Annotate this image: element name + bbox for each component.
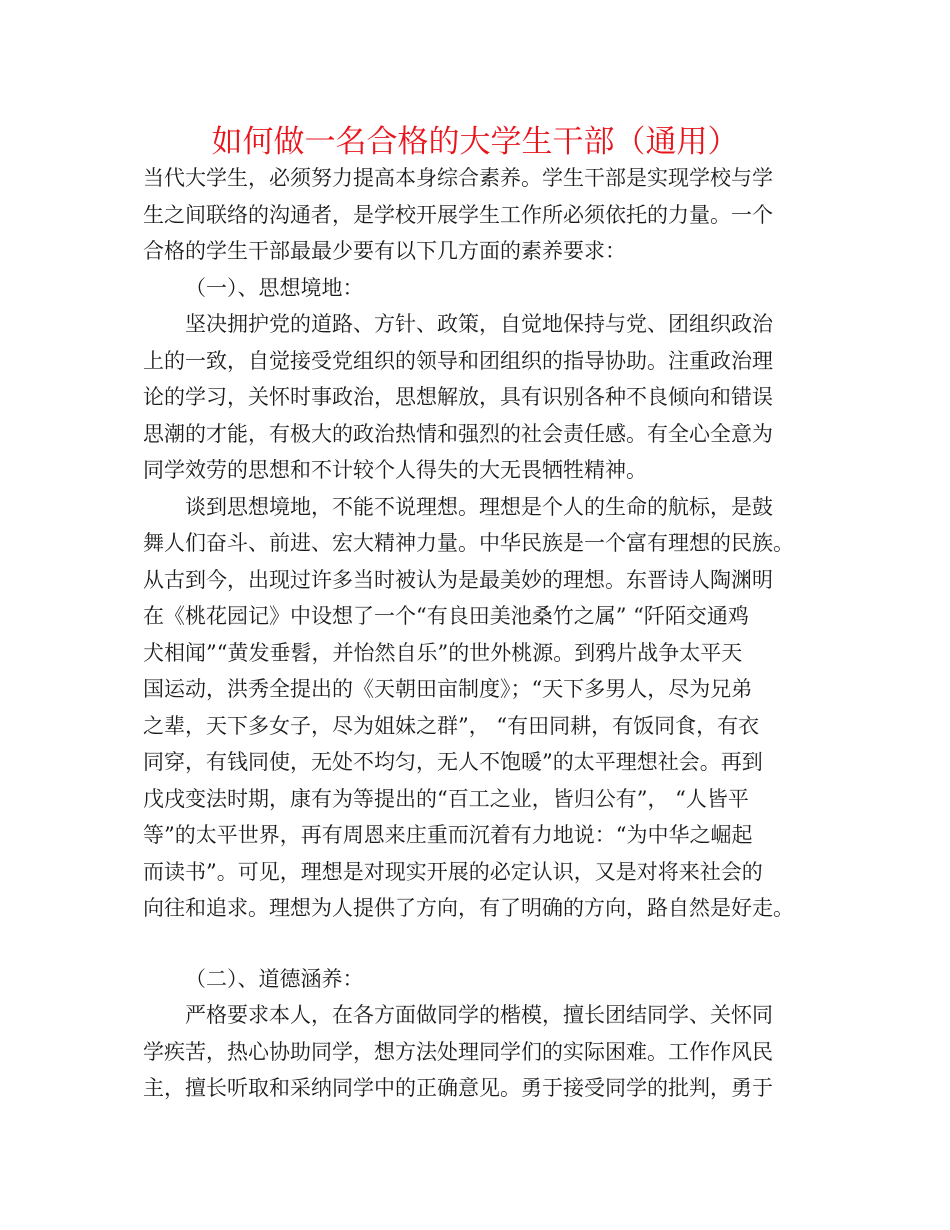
paragraph-line: 学疾苦，热心协助同学，想方法处理同学们的实际困难。工作作风民 <box>143 1039 773 1064</box>
paragraph-line: 之辈，天下多女子，尽为姐妹之群”， “有田同耕，有饭同食，有衣 <box>143 713 760 738</box>
paragraph-line: 等”的太平世界，再有周恩来庄重而沉着有力地说：“为中华之崛起 <box>143 823 753 847</box>
paragraph-line: 而读书”。可见，理想是对现实开展的必定认识，又是对将来社会的 <box>143 859 763 884</box>
paragraph-line: 当代大学生，必须努力提高本身综合素养。学生干部是实现学校与学 <box>143 166 773 190</box>
paragraph-line: 向往和追求。理想为人提供了方向，有了明确的方向，路自然是好走。 <box>143 896 794 920</box>
paragraph-line: 坚决拥护党的道路、方针、政策，自觉地保持与党、团组织政治 <box>185 312 773 336</box>
paragraph-line: 国运动，洪秀全提出的《天朝田亩制度》；“天下多男人，尽为兄弟 <box>143 677 753 701</box>
paragraph-line: 戊戌变法时期，康有为等提出的“百工之业，皆归公有”， “人皆平 <box>143 786 749 811</box>
paragraph-line: 生之间联络的沟通者，是学校开展学生工作所必须依托的力量。一个 <box>143 202 773 227</box>
paragraph-line: 思潮的才能，有极大的政治热情和强烈的社会责任感。有全心全意为 <box>143 421 773 446</box>
paragraph-line: 从古到今，出现过许多当时被认为是最美妙的理想。东晋诗人陶渊明 <box>143 567 773 592</box>
document-title: 如何做一名合格的大学生干部（通用） <box>211 124 739 160</box>
paragraph-line: 主，擅长听取和采纳同学中的正确意见。勇于接受同学的批判，勇于 <box>143 1076 773 1100</box>
paragraph-line: 论的学习，关怀时事政治，思想解放，具有识别各种不良倾向和错误 <box>143 385 773 409</box>
section-heading: （二）、道德涵养： <box>185 966 364 991</box>
paragraph-line: 同穿，有钱同使，无处不均匀，无人不饱暖”的太平理想社会。再到 <box>143 750 763 774</box>
paragraph-line: 同学效劳的思想和不计较个人得失的大无畏牺牲精神。 <box>143 458 647 482</box>
document-body <box>143 160 823 1107</box>
paragraph-line: 严格要求本人，在各方面做同学的楷模，擅长团结同学、关怀同 <box>185 1003 773 1027</box>
paragraph-line: 舞人们奋斗、前进、宏大精神力量。中华民族是一个富有理想的民族。 <box>143 531 794 555</box>
section-heading: （一）、思想境地： <box>185 275 364 300</box>
paragraph-line: 谈到思想境地，不能不说理想。理想是个人的生命的航标，是鼓 <box>185 494 773 519</box>
paragraph-line: 犬相闻”“黄发垂髫，并怡然自乐”的世外桃源。到鸦片战争太平天 <box>143 640 743 665</box>
paragraph-line: 在《桃花园记》中设想了一个“有良田美池桑竹之属” “阡陌交通鸡 <box>143 604 749 628</box>
paragraph-line: 合格的学生干部最最少要有以下几方面的素养要求： <box>143 239 626 263</box>
paragraph-line: 上的一致，自觉接受党组织的领导和团组织的指导协助。注重政治理 <box>143 348 773 373</box>
